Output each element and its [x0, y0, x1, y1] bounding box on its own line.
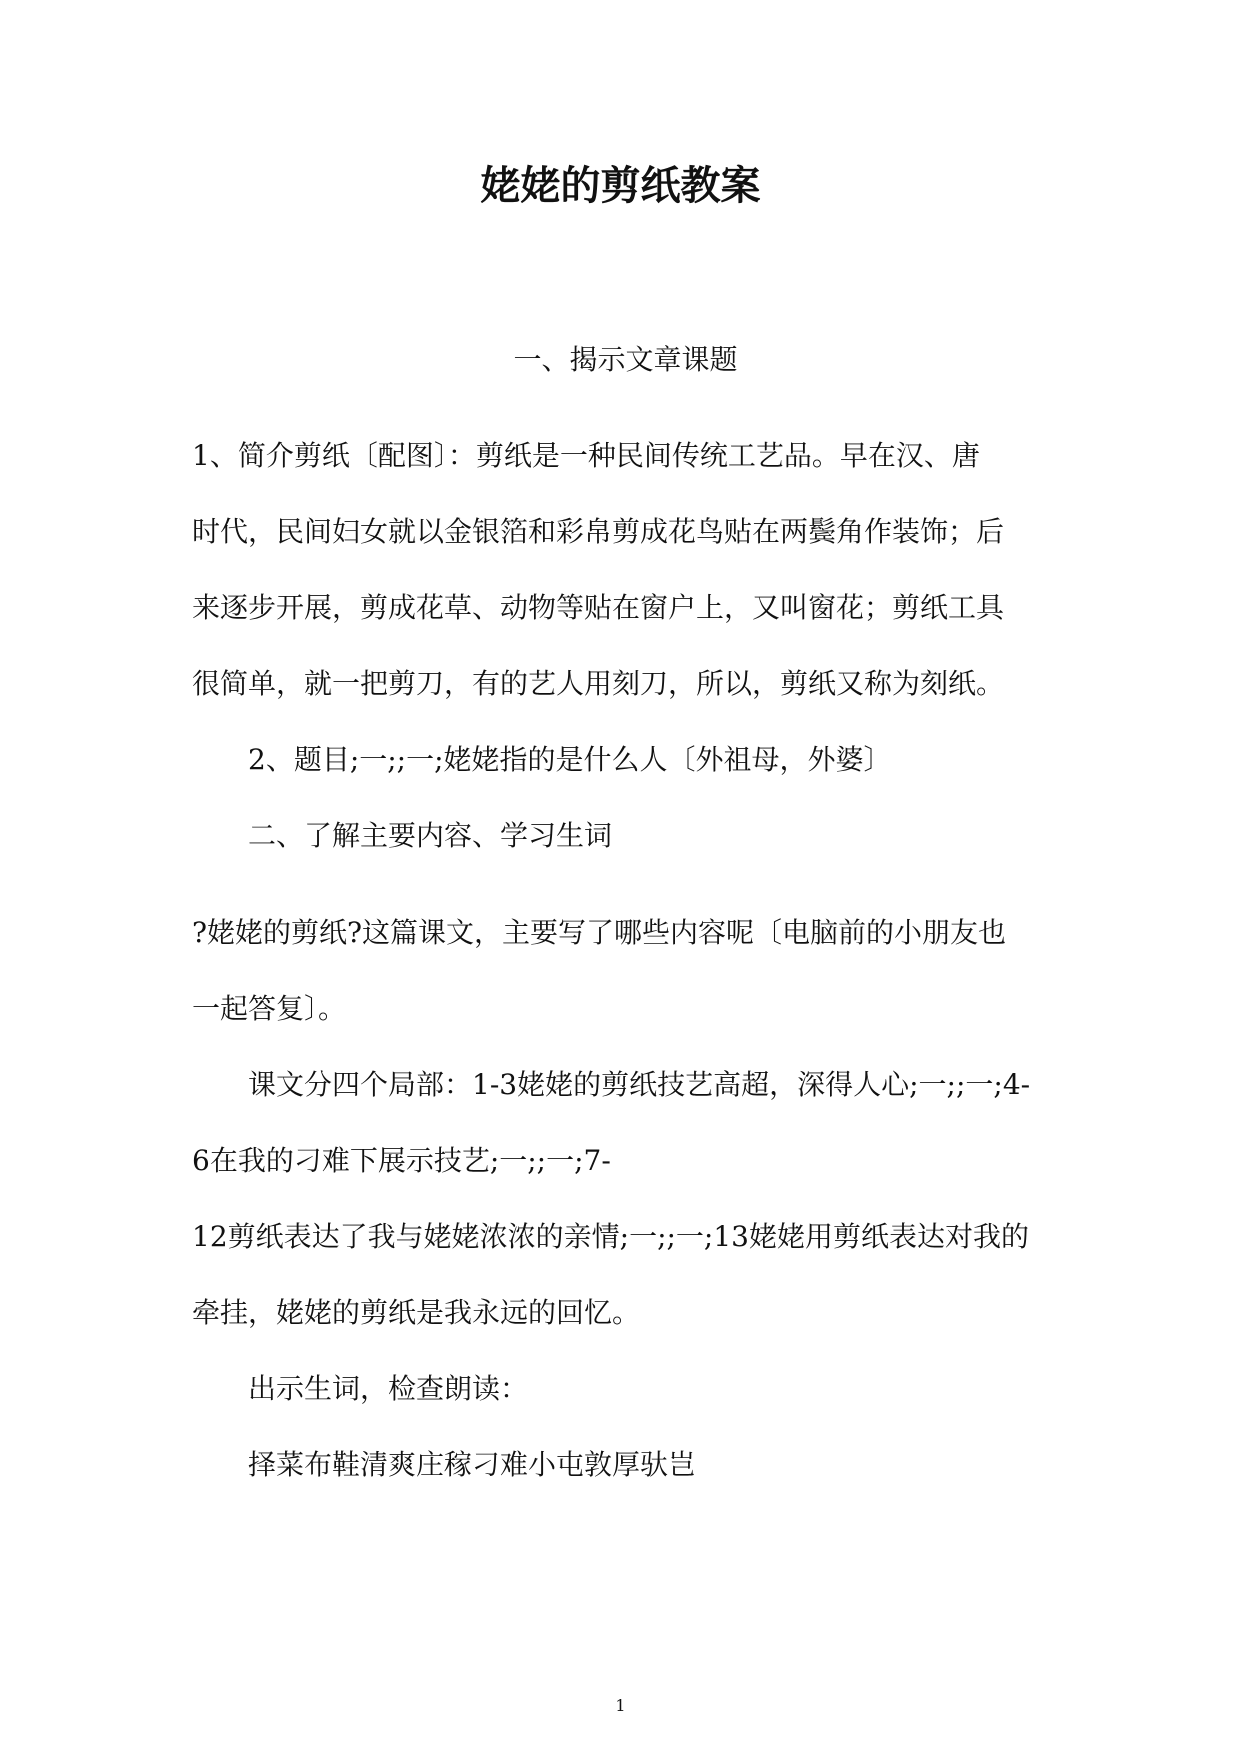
paragraph-line: 1、简介剪纸〔配图〕：剪纸是一种民间传统工艺品。早在汉、唐 [192, 439, 980, 472]
section-heading-1: 一、揭示文章课题 [513, 343, 738, 376]
section-heading-2: 二、了解主要内容、学习生词 [248, 819, 613, 852]
paragraph-line: 一起答复〕。 [192, 992, 347, 1025]
paragraph-line: 12剪纸表达了我与姥姥浓浓的亲情;一;;一;13姥姥用剪纸表达对我的 [192, 1220, 1029, 1253]
vocabulary-words: 择菜布鞋清爽庄稼刁难小屯敦厚驮岂 [248, 1448, 697, 1481]
paragraph-line: 6在我的刁难下展示技艺;一;;一;7- [192, 1144, 611, 1177]
page-number: 1 [615, 1696, 626, 1715]
paragraph-line: 来逐步开展，剪成花草、动物等贴在窗户上，又叫窗花；剪纸工具 [192, 591, 1005, 624]
paragraph-line: 时代，民间妇女就以金银箔和彩帛剪成花鸟贴在两鬓角作装饰；后 [192, 515, 1005, 548]
paragraph-line: 牵挂，姥姥的剪纸是我永远的回忆。 [192, 1296, 641, 1329]
page-title: 姥姥的剪纸教案 [480, 162, 761, 209]
list-item-title-meaning: 2、题目;一;;一;姥姥指的是什么人〔外祖母，外婆〕 [248, 743, 892, 776]
paragraph-line: ?姥姥的剪纸?这篇课文，主要写了哪些内容呢〔电脑前的小朋友也 [192, 916, 1007, 949]
paragraph-line: 课文分四个局部：1-3姥姥的剪纸技艺高超，深得人心;一;;一;4- [248, 1068, 1031, 1101]
paragraph-question [192, 895, 1052, 1503]
paragraph-line: 很简单，就一把剪刀，有的艺人用刻刀，所以，剪纸又称为刻纸。 [192, 667, 1005, 700]
show-words-label: 出示生词，检查朗读： [248, 1372, 529, 1405]
paragraph-intro [192, 418, 1052, 874]
